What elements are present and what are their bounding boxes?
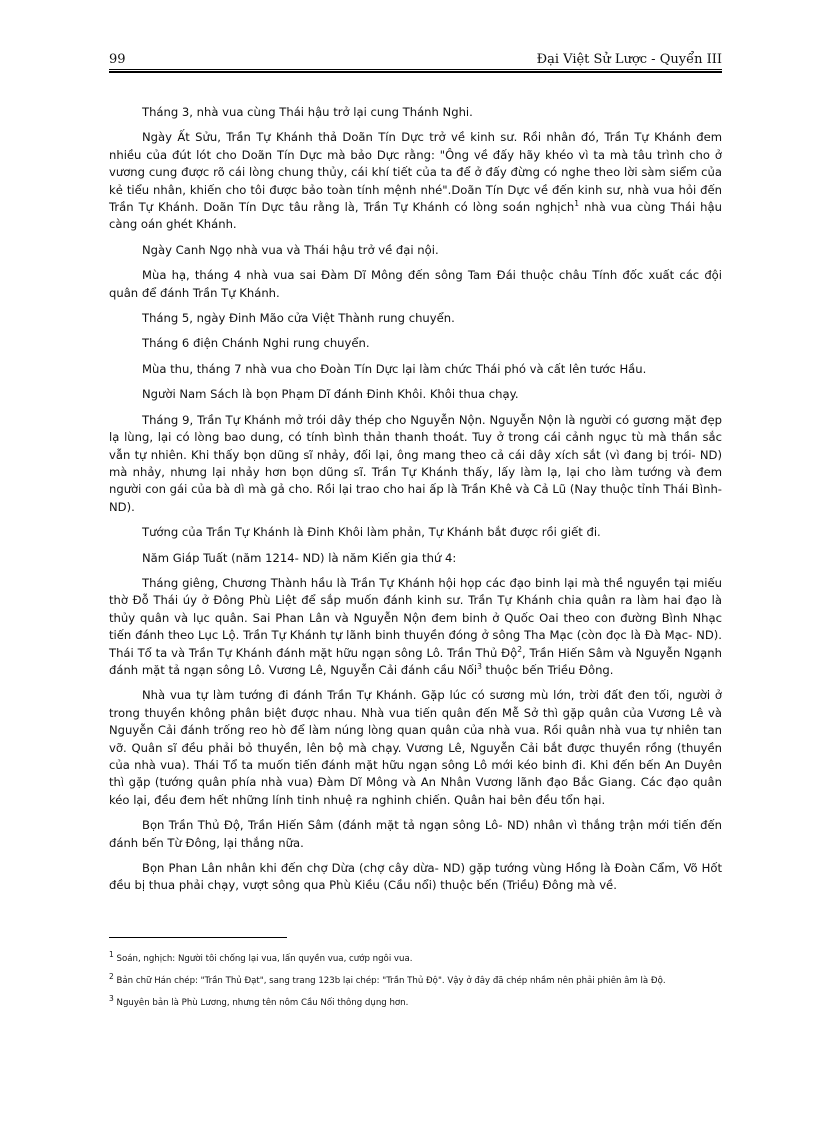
paragraph: Tháng 9, Trần Tự Khánh mở trói dây thép cho Nguyễn Nộn. Nguyễn Nộn là người có gương mặt đẹp lạ lùng, lại có lòng bao dung, có tính bình thản thanh thoát. Tuy ở trong cái cảnh ngục tù mà thần sắc vẫn tự nhiên. Khi thấy bọn dũng sĩ nhảy, đối lại, ông mang theo cả cái dây xích sắt (vì đang bị trói- ND) mà nhảy, nhưng lại nhảy hơn bọn dũng sĩ. Trần Tự Khánh thấy, lấy làm lạ, lại cho làm tướng và đem người con gái của bà dì mà gả cho. Rồi lại trao cho hai ấp là Trần Khê và Cả Lũ (Nay thuộc tỉnh Thái Bình- ND). xyxy=(109,412,722,514)
paragraph: Ngày Ất Sửu, Trần Tự Khánh thả Doãn Tín Dực trở về kinh sư. Rồi nhân đó, Trần Tự Khánh đem nhiều của đút lót cho Doãn Tín Dực mà bảo Dực rằng: "Ông về đấy hãy khéo vì ta mà tâu trình cho ở vương cung được rõ cái lòng chung thủy, cái khí tiết của ta để ở đấy đừng có nghe theo lời sàm siểm của kẻ tiểu nhân, khiến cho tôi được bảo toàn tính mệnh nhé".Doãn Tín Dực về đến kinh sư, nhà vua hỏi đến Trần Tự Khánh. Doãn Tín Dực tâu rằng là, Trần Tự Khánh có lòng soán nghịch$^1$ nhà vua cùng Thái hậu càng oán ghét Khánh. xyxy=(109,130,722,232)
body-text xyxy=(109,104,722,903)
paragraph: Mùa hạ, tháng 4 nhà vua sai Đàm Dĩ Mông đến sông Tam Đái thuộc châu Tính đốc xuất các đội quân để đánh Trần Tự Khánh. xyxy=(109,268,722,300)
footnote-ref: 1 xyxy=(574,199,580,209)
footnote: $^3$ Nguyên bản là Phù Lương, nhưng tên nôm Cầu Nối thông dụng hơn. xyxy=(109,994,409,1008)
footnote: $^2$ Bản chữ Hán chép: "Trần Thủ Đạt", sang trang 123b lại chép: "Trần Thủ Độ". Vậy ở đây đã chép nhầm nên phải phiên âm là Độ. xyxy=(109,972,666,986)
footnote-ref: 2 xyxy=(517,644,523,654)
paragraph: Bọn Trần Thủ Độ, Trần Hiến Sâm (đánh mặt tả ngạn sông Lô- ND) nhân vì thắng trận mới tiến đến đánh bến Từ Đông, lại thắng nữa. xyxy=(109,818,722,850)
footnotes xyxy=(109,950,722,1019)
header-rule xyxy=(109,69,722,70)
paragraph: Năm Giáp Tuất (năm 1214- ND) là năm Kiến gia thứ 4: xyxy=(142,550,457,565)
paragraph: Tháng 5, ngày Đinh Mão cửa Việt Thành rung chuyển. xyxy=(142,311,455,326)
paragraph: Tháng 3, nhà vua cùng Thái hậu trở lại cung Thánh Nghi. xyxy=(142,105,473,119)
paragraph: Ngày Canh Ngọ nhà vua và Thái hậu trở về đại nội. xyxy=(142,242,439,257)
footnote-separator xyxy=(109,937,287,938)
paragraph: Mùa thu, tháng 7 nhà vua cho Đoàn Tín Dực lại làm chức Thái phó và cất lên tước Hầu. xyxy=(142,361,647,376)
paragraph: Nhà vua tự làm tướng đi đánh Trần Tự Khánh. Gặp lúc có sương mù lớn, trời đất đen tối, người ở trong thuyền không phân biệt được nhau. Nhà vua tiến quân đến Mễ Sở thì gặp quân của Vương Lê và Nguyễn Cải đánh trống reo hò để làm núng lòng quan quân của nhà vua. Rồi quân nhà vua tự nhiên tan vỡ. Quân sĩ đều phải bỏ thuyền, lên bộ mà chạy. Vương Lê, Nguyễn Cải bắt được thuyền rồng (thuyền của nhà vua). Thái Tổ ta muốn tiến đánh mặt hữu ngạn sông Lô mới kéo binh đi. Khi đến bến An Duyên thì gặp (tướng quân phía nhà vua) Đàm Dĩ Mông và An Nhân Vương lãnh đạo Bắc Giang. Các đạo quân kéo lại, đều đem hết những lính tinh nhuệ ra nghinh chiến. Quân hai bên đều tổn hại. xyxy=(109,688,722,807)
header-rule-thick xyxy=(109,71,722,73)
paragraph: Người Nam Sách là bọn Phạm Dĩ đánh Đinh Khôi. Khôi thua chạy. xyxy=(142,387,519,402)
book-title: Đại Việt Sử Lược - Quyển III xyxy=(536,52,722,67)
paragraph: Bọn Phan Lân nhân khi đến chợ Dừa (chợ cây dừa- ND) gặp tướng vùng Hồng là Đoàn Cẩm, Võ Hốt đều bị thua phải chạy, vượt sông qua Phù Kiều (Cầu nổi) thuộc bến (Triều) Đông mà về. xyxy=(109,861,722,893)
page-number: 99 xyxy=(109,52,126,67)
footnote: $^1$ Soán, nghịch: Người tôi chống lại vua, lấn quyền vua, cướp ngôi vua. xyxy=(109,950,413,964)
paragraph: Tướng của Trần Tự Khánh là Đinh Khôi làm phản, Tự Khánh bắt được rồi giết đi. xyxy=(142,525,601,540)
paragraph: Tháng giêng, Chương Thành hầu là Trần Tự Khánh hội họp các đạo binh lại mà thề nguyền tại miếu thờ Đỗ Thái úy ở Đông Phù Liệt để sắp muốn đánh kinh sư. Trần Tự Khánh chia quân ra làm hai đạo là thủy quân và lục quân. Sai Phan Lân và Nguyễn Nộn đem binh ở Quốc Oai theo con đường Bình Nhạc tiến đánh theo Lục Lộ. Trần Tự Khánh tự lãnh binh thuyền đóng ở sông Tha Mạc (còn đọc là Đà Mạc- ND). Thái Tổ ta và Trần Tự Khánh đánh mặt hữu ngạn sông Lô. Trần Thủ Độ$^2$, Trần Hiến Sâm và Nguyễn Ngạnh đánh mặt tả ngạn sông Lô. Vương Lê, Nguyễn Cải đánh cầu Nối$^3$ thuộc bến Triều Đông. xyxy=(109,575,722,677)
footnote-ref: 3 xyxy=(477,662,482,672)
paragraph: Tháng 6 điện Chánh Nghi rung chuyển. xyxy=(142,336,370,351)
